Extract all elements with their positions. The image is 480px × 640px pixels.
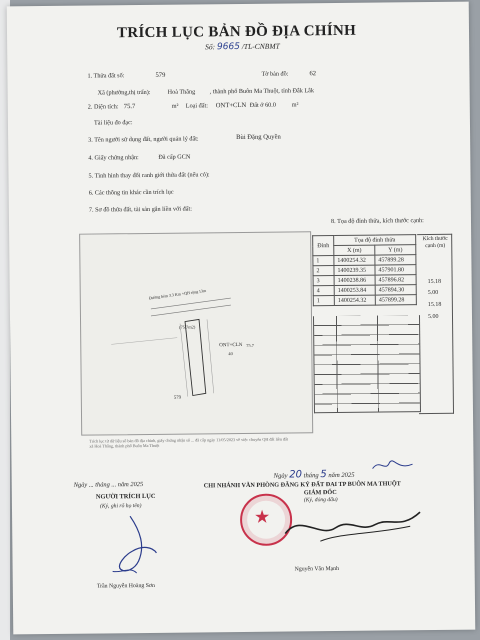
road-line-bottom [151,305,231,316]
cell-x: 1400254.32 [334,255,375,265]
item4-label: 4. Giấy chứng nhận: [88,154,139,162]
map-note: Trích lục từ dữ liệu số bản đồ địa chính, giấy chứng nhận số ... đã cấp ngày 11/05/2023 về việc chuyển QH đất liền đất xã Hoà Thắng, thành phố Buôn Ma Thuột [89,436,289,450]
map-drawing [80,232,312,434]
lot-sub: 40 [228,351,233,357]
item8-label: 8. Tọa độ đỉnh thửa, kích thước cạnh: [330,217,424,226]
map-frame [79,231,313,435]
right-name: Nguyễn Văn Mạnh [294,565,340,573]
col-coord-header: Tọa độ đỉnh thửa [334,235,416,246]
right-role: GIÁM ĐỐC [303,489,337,497]
side-length-column [417,234,454,414]
item7-label: 7. Sơ đồ thửa đất, tài sản gắn liền với đất: [88,205,192,214]
right-sub: (Ký, đóng dấu) [303,496,338,504]
neighbor-line-right [207,319,214,393]
left-date: Ngày ... tháng ... năm 2025 [73,481,144,489]
cell-dinh: 2 [313,266,334,276]
unit-m2: m² [171,102,179,110]
xa-label: Xã (phường,thị trấn): [97,88,151,97]
item3-label: 3. Tên người sử dụng đất, người quản lý đất: [88,135,199,144]
left-name: Trần Nguyễn Hoàng Sơn [96,582,155,590]
so-suffix: /TL-CNBMT [241,41,280,51]
item5-label: 5. Tình hình thay đổi ranh giới thửa đất (nếu có): [88,171,210,180]
gcn-value: Đã cấp GCN [158,153,191,161]
stamp-star-icon: ★ [253,506,271,527]
col-dinh: Đỉnh [313,236,334,256]
right-date [274,469,355,481]
to-ban-do-value: 62 [309,70,317,78]
neighbor-label: 579 [173,395,182,401]
date-prefix: Ngày [273,472,288,480]
parcel-outline [185,319,206,395]
so-number: 9665 [216,41,240,53]
col-x: X (m) [334,245,375,255]
lot-label: ONT+CLN [219,342,243,349]
nguoi-su-dung-value: Bùi Đặng Quyền [236,133,281,142]
date-day: 20 [289,469,303,481]
coordinate-table [312,234,417,306]
cell-dinh: 3 [313,276,334,286]
cell-y: 457901.80 [375,265,416,275]
parcel-map [79,231,312,473]
date-scribble [367,454,417,477]
page-title: TRÍCH LỤC BẢN ĐỒ ĐỊA CHÍNH [116,22,357,42]
loai-dat-value: ONT+CLN [215,101,247,110]
cell-x: 1400253.84 [334,285,375,295]
cell-x: 1400238.86 [334,275,375,285]
col-y: Y (m) [375,245,416,255]
cell-x: 1400239.35 [334,265,375,275]
left-signature [100,511,181,582]
table-row [313,295,416,306]
cell-dinh: 4 [313,286,334,296]
dat-o-label: Đất ở 60.0 [249,101,276,109]
dien-tich-value: 75.7 [123,103,136,111]
date-year: năm 2025 [328,471,355,480]
right-title: CHI NHÁNH VĂN PHÒNG ĐĂNG KÝ ĐẤT ĐAI TP BUÔN MA THUỘT [203,480,401,490]
road-line-top [151,298,231,309]
item1-label: 1. Thửa đất số: [87,72,125,80]
item2-label: 2. Diện tích: [87,103,119,111]
so-label: Số: [205,42,216,52]
xa-value: Hoà Thắng [167,88,196,96]
side-length-header: Kích thước cạnh (m) [422,235,448,249]
side-length: 15.18 [427,278,442,286]
to-ban-do-label: Tờ bản đồ: [261,70,289,78]
table-empty-rows [313,315,421,413]
side-length: 5.00 [427,289,439,297]
item6-label: 6. Các thông tin khác cần trích lục [88,188,174,197]
cell-y: 457894.30 [375,285,416,295]
tai-lieu-label: Tài liệu đo đạc: [93,119,133,127]
lot-area: 75.7 [246,342,255,348]
side-length: 5.00 [427,313,439,321]
cell-y: 457896.82 [375,275,416,285]
thua-so-value: 579 [155,71,166,79]
cell-y: 457899.28 [375,295,416,305]
date-month: 5 [320,469,327,481]
date-month-label: tháng [303,472,319,480]
loai-dat-label: Loại đất: [185,102,208,110]
cell-dinh: 1 [313,256,334,266]
unit-m2b: m² [291,101,299,109]
left-sub: (Ký, ghi rõ họ tên) [99,503,142,510]
cell-x: 1400254.32 [334,295,375,305]
alley-line [111,338,177,345]
cell-dinh: 1 [313,296,334,306]
left-title: NGƯỜI TRÍCH LỤC [95,492,156,501]
city-value: , thành phố Buôn Ma Thuột, tỉnh Đắk Lắk [209,87,315,96]
document-number [205,42,280,53]
document-page [7,2,476,635]
right-signature [280,502,431,554]
box-label: (75.7m2) [179,324,196,330]
cell-y: 457899.28 [375,255,416,265]
side-length: 15.18 [427,301,442,309]
road-label: Đường hẻm 3.3 Km +QH rộng 13m [148,287,207,301]
